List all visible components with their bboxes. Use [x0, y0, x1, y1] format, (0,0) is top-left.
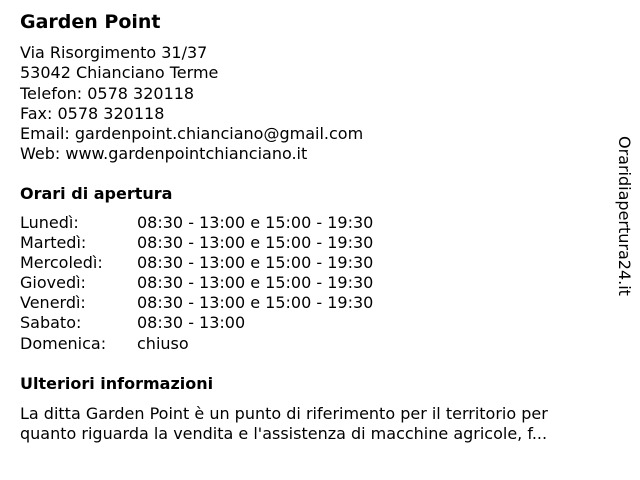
web-line	[20, 144, 363, 164]
info-heading: Ulteriori informazioni	[20, 374, 214, 393]
hours-table	[20, 213, 373, 354]
info-description	[20, 404, 620, 444]
hours-time: 08:30 - 13:00	[137, 313, 246, 333]
address-city: 53042 Chianciano Terme	[20, 63, 219, 83]
fax-number: Fax: 0578 320118	[20, 103, 165, 123]
hours-row	[20, 293, 373, 313]
hours-row	[20, 273, 373, 293]
web-link[interactable]: www.gardenpointchianciano.it	[65, 144, 308, 164]
hours-row	[20, 233, 373, 253]
hours-day: Lunedì:	[20, 213, 79, 232]
hours-heading: Orari di apertura	[20, 184, 173, 203]
hours-time: 08:30 - 13:00 e 15:00 - 19:30	[137, 233, 374, 253]
site-watermark: Oraridiapertura24.it	[615, 136, 634, 296]
business-name: Garden Point	[20, 11, 161, 33]
phone-number[interactable]: Telefon: 0578 320118	[20, 83, 195, 103]
info-line: quanto riguarda la vendita e l'assistenza di macchine agricole, f...	[20, 424, 548, 443]
hours-row	[20, 313, 373, 333]
hours-row	[20, 334, 373, 354]
hours-day: Mercoledì:	[20, 253, 103, 273]
email-label: Email:	[20, 124, 75, 144]
hours-time: 08:30 - 13:00 e 15:00 - 19:30	[137, 213, 374, 232]
email-link[interactable]: gardenpoint.chianciano@gmail.com	[74, 124, 364, 144]
hours-time: 08:30 - 13:00 e 15:00 - 19:30	[137, 253, 374, 273]
info-line: La ditta Garden Point è un punto di riferimento per il territorio per	[20, 404, 548, 423]
hours-day: Giovedì:	[20, 273, 86, 293]
hours-day: Martedì:	[20, 233, 87, 253]
hours-time: chiuso	[137, 333, 189, 353]
contact-block	[20, 43, 363, 165]
hours-row	[20, 253, 373, 273]
hours-row	[20, 213, 373, 233]
hours-time: 08:30 - 13:00 e 15:00 - 19:30	[137, 293, 374, 313]
address-street: Via Risorgimento 31/37	[20, 43, 208, 62]
web-label: Web:	[20, 144, 66, 164]
hours-day: Domenica:	[20, 333, 107, 353]
hours-day: Venerdì:	[20, 293, 86, 313]
hours-day: Sabato:	[20, 313, 82, 333]
email-line	[20, 124, 363, 144]
hours-time: 08:30 - 13:00 e 15:00 - 19:30	[137, 273, 374, 293]
